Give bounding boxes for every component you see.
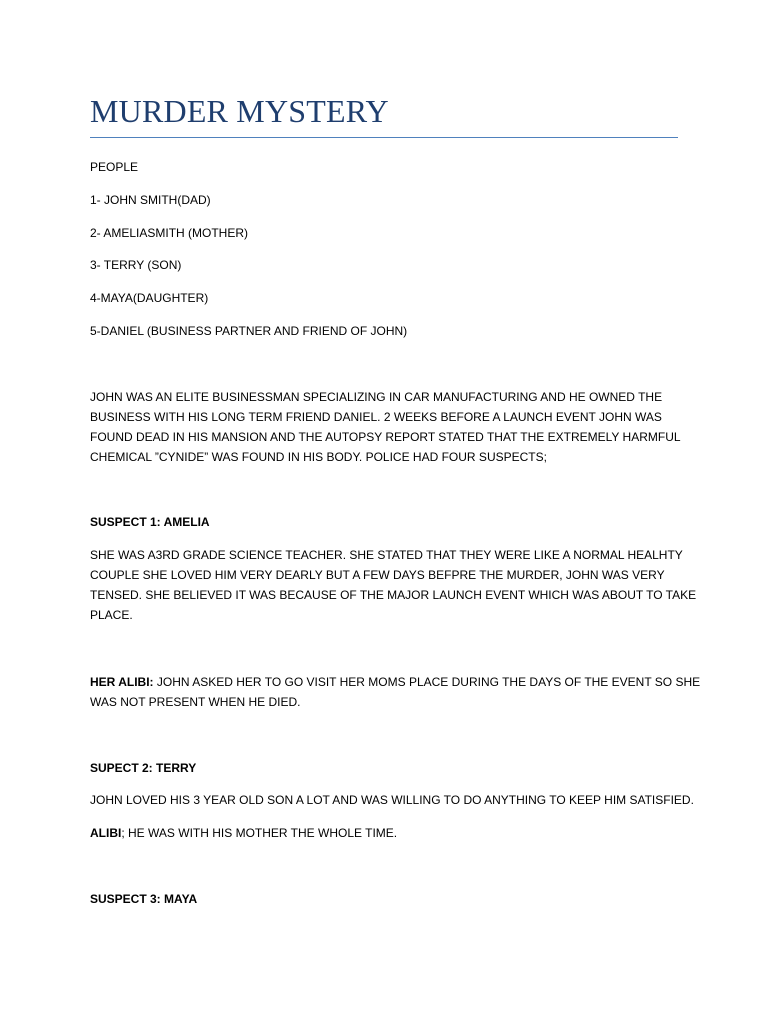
suspect2-alibi-text: ; HE WAS WITH HIS MOTHER THE WHOLE TIME. (121, 826, 398, 840)
document-title: MURDER MYSTERY (90, 93, 389, 129)
intro-paragraph (90, 387, 680, 467)
suspect1-alibi-label: HER ALIBI: (90, 675, 154, 689)
people-list-item-john: 1- JOHN SMITH(DAD) (90, 193, 211, 207)
people-list-item-maya: 4-MAYA(DAUGHTER) (90, 291, 209, 305)
suspect1-description-line: COUPLE SHE LOVED HIM VERY DEARLY BUT A FEW DAYS BEFPRE THE MURDER, JOHN WAS VERY (90, 568, 665, 582)
people-list-item-amelia: 2- AMELIASMITH (MOTHER) (90, 226, 249, 240)
suspect1-alibi-line (90, 672, 701, 692)
people-heading: PEOPLE (90, 160, 139, 174)
suspect2-description: JOHN LOVED HIS 3 YEAR OLD SON A LOT AND WAS WILLING TO DO ANYTHING TO KEEP HIM SATISFIED. (90, 793, 694, 807)
intro-line: JOHN WAS AN ELITE BUSINESSMAN SPECIALIZING IN CAR MANUFACTURING AND HE OWNED THE (90, 390, 663, 404)
suspect1-alibi-text: JOHN ASKED HER TO GO VISIT HER MOMS PLACE DURING THE DAYS OF THE EVENT SO SHE (153, 675, 701, 689)
suspect1-alibi-line: WAS NOT PRESENT WHEN HE DIED. (90, 695, 301, 709)
suspect2-alibi-label: ALIBI (90, 826, 122, 840)
suspect1-alibi (90, 672, 701, 712)
intro-line: BUSINESS WITH HIS LONG TERM FRIEND DANIEL. 2 WEEKS BEFORE A LAUNCH EVENT JOHN WAS (90, 410, 662, 424)
suspect1-description-line: PLACE. (90, 608, 133, 622)
people-list-item-daniel: 5-DANIEL (BUSINESS PARTNER AND FRIEND OF JOHN) (90, 324, 408, 338)
suspect2-alibi (90, 823, 397, 843)
intro-line: CHEMICAL ”CYNIDE” WAS FOUND IN HIS BODY. POLICE HAD FOUR SUSPECTS; (90, 450, 547, 464)
suspect3-heading: SUSPECT 3: MAYA (90, 892, 198, 906)
intro-line: FOUND DEAD IN HIS MANSION AND THE AUTOPSY REPORT STATED THAT THE EXTREMELY HARMFUL (90, 430, 681, 444)
suspect2-heading: SUPECT 2: TERRY (90, 761, 197, 775)
title-underline-divider (90, 137, 678, 138)
suspect1-description-line: SHE WAS A3RD GRADE SCIENCE TEACHER. SHE STATED THAT THEY WERE LIKE A NORMAL HEALHTY (90, 548, 683, 562)
people-list-item-terry: 3- TERRY (SON) (90, 258, 182, 272)
suspect1-heading: SUSPECT 1: AMELIA (90, 515, 210, 529)
suspect1-description (90, 545, 697, 625)
suspect1-description-line: TENSED. SHE BELIEVED IT WAS BECAUSE OF THE MAJOR LAUNCH EVENT WHICH WAS ABOUT TO TAKE (90, 588, 697, 602)
